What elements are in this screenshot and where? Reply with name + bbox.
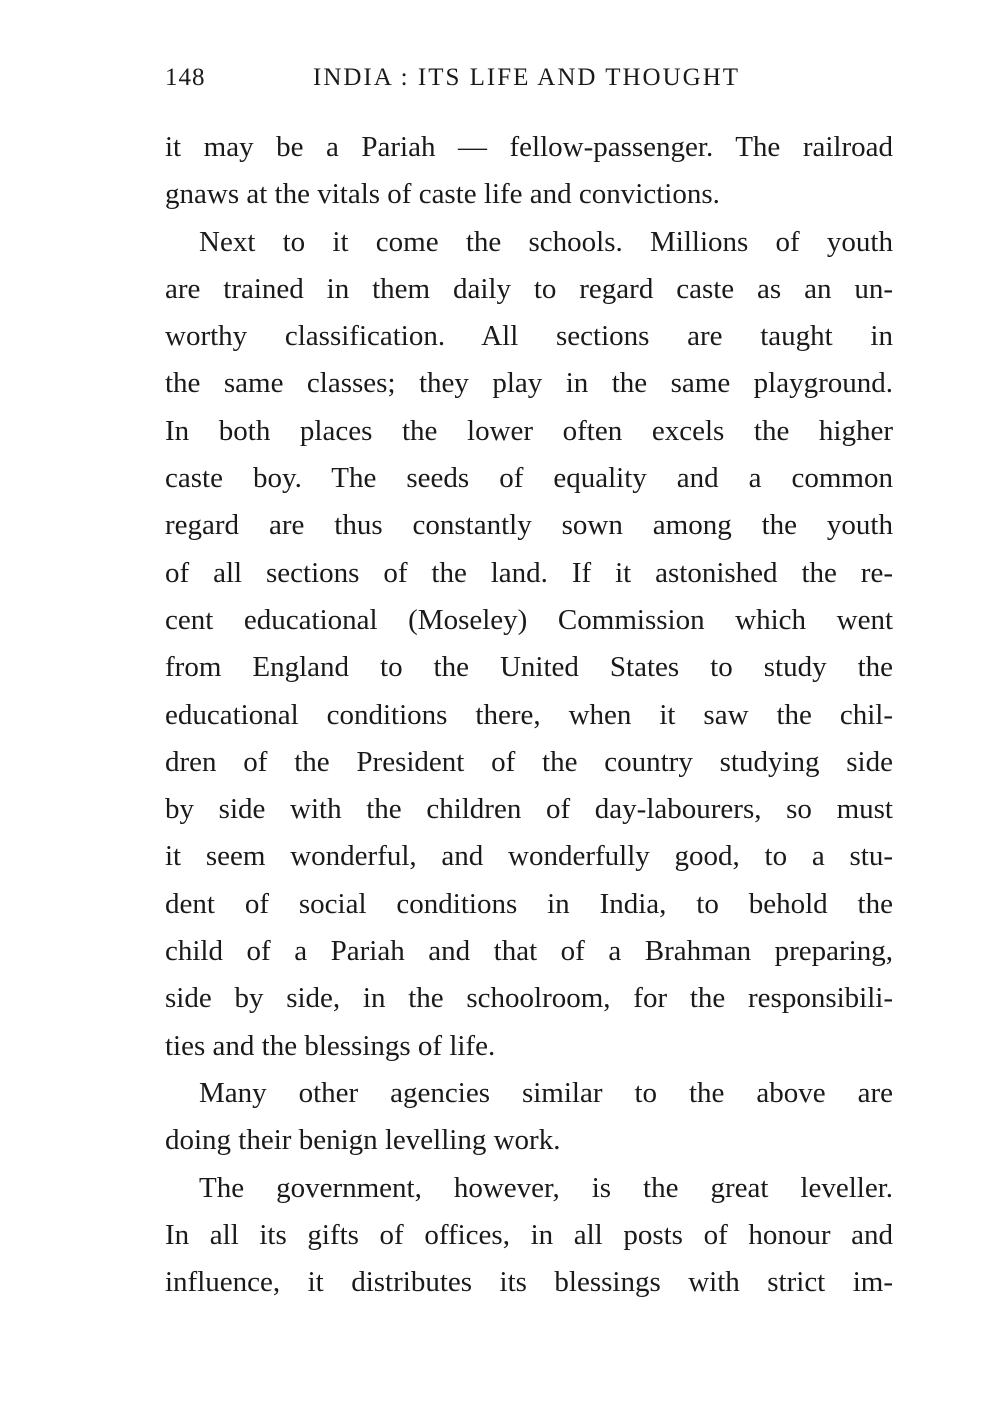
text-line: ties and the blessings of life. bbox=[165, 1029, 496, 1062]
text-line: worthy classification. All sections are taught in bbox=[165, 320, 893, 353]
text-line: by side with the children of day-labourers, so must bbox=[165, 793, 893, 826]
text-line: the same classes; they play in the same playground. bbox=[165, 367, 893, 400]
text-line: of all sections of the land. If it astonished the re- bbox=[165, 556, 893, 589]
text-line: it may be a Pariah — fellow-passenger. The railroad bbox=[165, 131, 893, 163]
text-line: dent of social conditions in India, to behold the bbox=[165, 887, 893, 920]
text-line: gnaws at the vitals of caste life and convictions. bbox=[165, 178, 720, 211]
text-line: In both places the lower often excels the higher bbox=[165, 414, 893, 447]
page-number: 148 bbox=[165, 64, 206, 91]
text-line: cent educational (Moseley) Commission which went bbox=[165, 603, 893, 636]
text-line: from England to the United States to study the bbox=[165, 651, 893, 684]
running-head bbox=[165, 64, 893, 100]
text-line: child of a Pariah and that of a Brahman preparing, bbox=[165, 935, 893, 968]
text-line: Next to it come the schools. Millions of youth bbox=[199, 225, 893, 258]
text-line: it seem wonderful, and wonderfully good, to a stu- bbox=[165, 840, 893, 873]
text-line: are trained in them daily to regard caste as an un- bbox=[165, 272, 893, 305]
text-line: influence, it distributes its blessings with strict im- bbox=[165, 1266, 893, 1299]
text-line: doing their benign levelling work. bbox=[165, 1124, 561, 1157]
body-text bbox=[165, 124, 893, 1306]
text-line: In all its gifts of offices, in all posts of honour and bbox=[165, 1218, 893, 1251]
text-line: regard are thus constantly sown among the youth bbox=[165, 509, 893, 542]
text-line: Many other agencies similar to the above are bbox=[199, 1076, 893, 1109]
text-line: caste boy. The seeds of equality and a common bbox=[165, 462, 893, 495]
text-line: The government, however, is the great leveller. bbox=[199, 1171, 893, 1204]
text-line: dren of the President of the country studying side bbox=[165, 745, 893, 778]
text-line: educational conditions there, when it saw the chil- bbox=[165, 698, 893, 731]
text-line: side by side, in the schoolroom, for the responsibili- bbox=[165, 982, 893, 1015]
running-title: INDIA : ITS LIFE AND THOUGHT bbox=[313, 64, 741, 91]
